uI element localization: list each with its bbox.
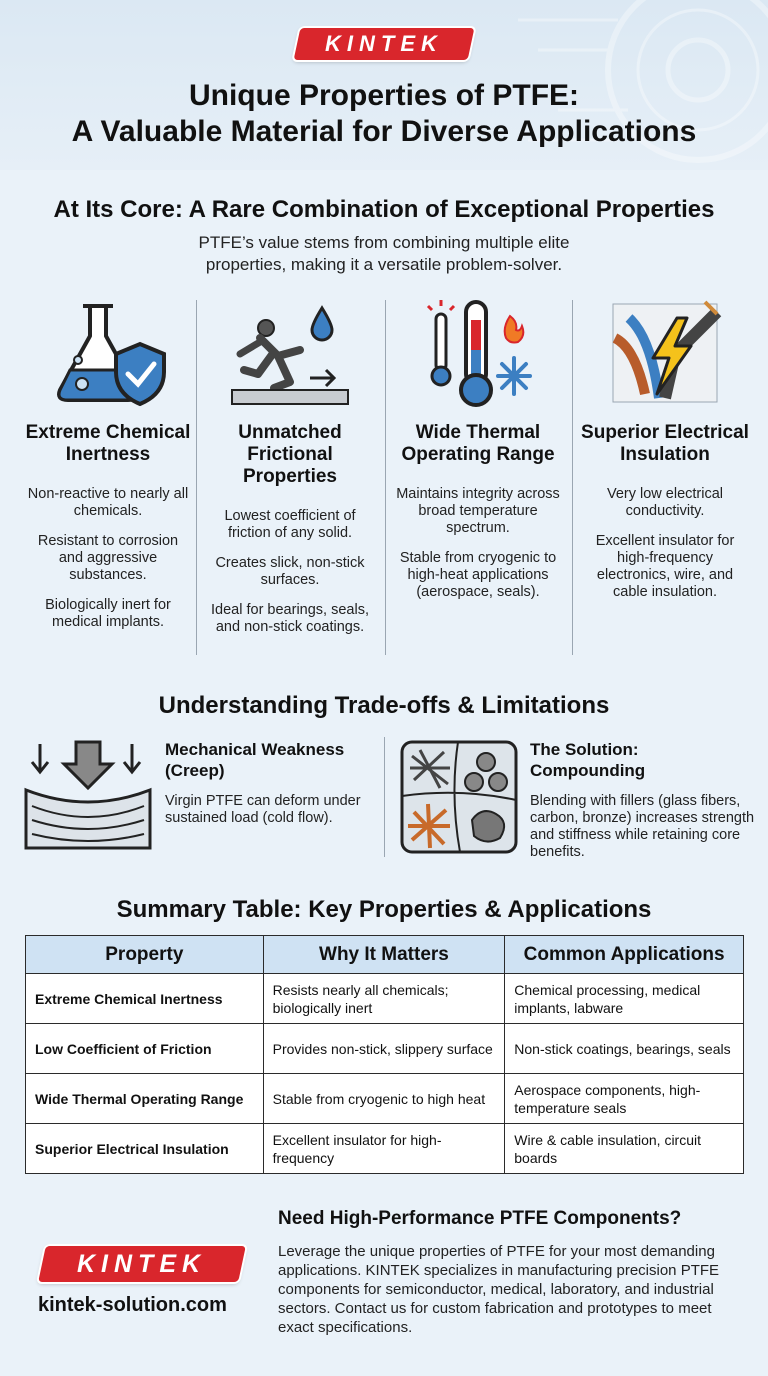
table-cell: Wide Thermal Operating Range [26,1074,264,1124]
table-cell: Low Coefficient of Friction [26,1024,264,1074]
table-cell: Superior Electrical Insulation [26,1124,264,1174]
table-header-row [26,936,744,974]
cta-title: Need High-Performance PTFE Components? [278,1208,682,1229]
property-frictional: Unmatched Frictional Properties Lowest coefficient of friction of any solid. Creates slick, non-stick surfaces. Ideal for bearings, seals, and non-stick coatings. [200,298,380,636]
cable-lightning-icon [605,298,725,408]
core-section-subtitle: PTFE’s value stems from combining multiple elite properties, making it a versatile problem-solver. [198,233,570,274]
column-divider [572,300,573,655]
table-cell: Wire & cable insulation, circuit boards [505,1124,744,1174]
table-cell: Stable from cryogenic to high heat [263,1074,505,1124]
summary-section-title: Summary Table: Key Properties & Applications [116,896,652,923]
table-header-cell: Property [26,936,264,974]
table-cell: Excellent insulator for high-frequency [263,1124,505,1174]
column-divider [384,737,385,857]
summary-table [25,935,744,1174]
core-section-title: At Its Core: A Rare Combination of Exceptional Properties [53,196,715,223]
cta-text: Leverage the unique properties of PTFE for your most demanding applications. KINTEK specializes in manufacturing precision PTFE components for semiconductor, medical, laboratory, and industrial sectors. Contact us for custom fabrication and prototypes to meet exact specifications. [278,1243,720,1336]
table-cell: Chemical processing, medical implants, labware [505,974,744,1024]
creep-icon [24,740,152,852]
table-row [26,1124,744,1174]
table-cell: Provides non-stick, slippery surface [263,1024,505,1074]
tradeoff-creep: Mechanical Weakness (Creep) Virgin PTFE can deform under sustained load (cold flow). [165,740,361,826]
thermometer-icon [418,298,538,408]
column-divider [385,300,386,655]
column-divider [196,300,197,655]
tradeoffs-section-title: Understanding Trade-offs & Limitations [158,692,610,719]
table-row [26,974,744,1024]
flask-shield-icon [48,298,168,408]
table-header-cell: Why It Matters [263,936,505,974]
property-chemical-inertness: Extreme Chemical Inertness Non-reactive to nearly all chemicals. Resistant to corrosion and aggressive substances. Biologically inert for medical implants. [18,298,198,631]
kintek-logo-footer[interactable]: KINTEK [38,1246,246,1282]
tradeoff-compounding: The Solution: Compounding Blending with fillers (glass fibers, carbon, bronze) increases strength and stiffness while retaining core benefits. [530,740,755,860]
property-electrical: Superior Electrical Insulation Very low electrical conductivity. Excellent insulator for high-frequency electronics, wire, and cable insulation. [575,298,755,601]
page-title: Unique Properties of PTFE: A Valuable Material for Diverse Applications [71,79,697,148]
slipping-person-icon [230,298,350,408]
kintek-logo[interactable]: KINTEK [294,28,475,60]
table-cell: Resists nearly all chemicals; biologically inert [263,974,505,1024]
table-row [26,1074,744,1124]
compound-icon [400,740,518,854]
table-row [26,1024,744,1074]
website-link[interactable]: kintek-solution.com [38,1294,227,1316]
table-cell: Non-stick coatings, bearings, seals [505,1024,744,1074]
table-cell: Aerospace components, high-temperature seals [505,1074,744,1124]
table-header-cell: Common Applications [505,936,744,974]
property-thermal: Wide Thermal Operating Range Maintains integrity across broad temperature spectrum. Stable from cryogenic to high-heat applications (aerospace, seals). [388,298,568,601]
table-cell: Extreme Chemical Inertness [26,974,264,1024]
